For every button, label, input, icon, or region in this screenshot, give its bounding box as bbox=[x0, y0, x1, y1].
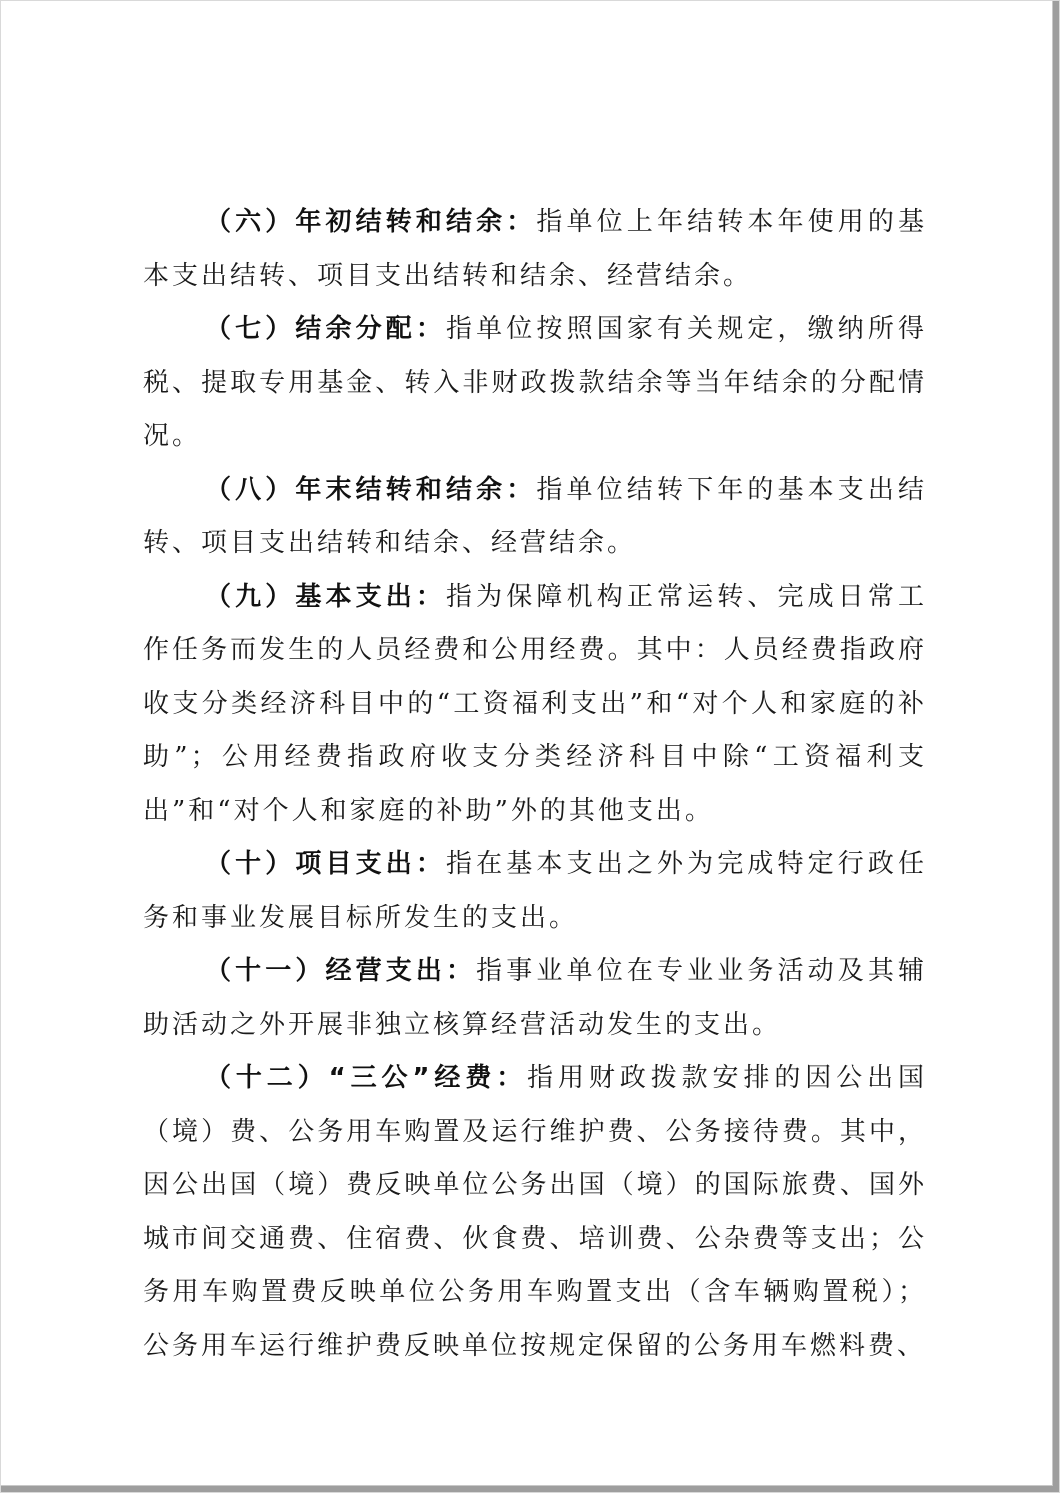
paragraph-9 bbox=[143, 571, 927, 839]
paragraph-8 bbox=[143, 464, 927, 571]
paragraph-7 bbox=[143, 303, 927, 464]
paragraph-text: 指单位上年结转本年使用的基本支出结转、项目支出结转和结余、经营结余。 bbox=[143, 207, 927, 291]
paragraph-text: 指为保障机构正常运转、完成日常工作任务而发生的人员经费和公用经费。其中：人员经费指政府收支分类经济科目中的“工资福利支出”和“对个人和家庭的补助”；公用经费指政府收支分类经济科目中除“工资福利支出”和“对个人和家庭的补助”外的其他支出。 bbox=[143, 581, 927, 826]
term-heading: （九）基本支出： bbox=[205, 581, 447, 612]
term-heading: （十）项目支出： bbox=[205, 849, 447, 879]
term-heading: （十二）“三公”经费： bbox=[205, 1063, 528, 1093]
paragraph-text: 指在基本支出之外为完成特定行政任务和事业发展目标所发生的支出。 bbox=[143, 849, 927, 933]
paragraph-text: 指单位按照国家有关规定，缴纳所得税、提取专用基金、转入非财政拨款结余等当年结余的分配情况。 bbox=[143, 314, 927, 451]
term-heading: （十一）经营支出： bbox=[205, 956, 477, 986]
paragraph-12 bbox=[143, 1052, 927, 1373]
paragraph-11 bbox=[143, 945, 927, 1052]
paragraph-text: 指事业单位在专业业务活动及其辅助活动之外开展非独立核算经营活动发生的支出。 bbox=[143, 956, 927, 1040]
term-heading: （八）年末结转和结余： bbox=[205, 474, 537, 505]
term-heading: （六）年初结转和结余： bbox=[205, 207, 537, 237]
paragraph-text: 指用财政拨款安排的因公出国（境）费、公务用车购置及运行维护费、公务接待费。其中，因公出国（境）费反映单位公务出国（境）的国际旅费、国外城市间交通费、住宿费、伙食费、培训费、公杂费等支出；公务用车购置费反映单位公务用车购置支出（含车辆购置税）；公务用车运行维护费反映单位按规定保留的公务用车燃料费、 bbox=[143, 1063, 927, 1361]
paragraph-text: 指单位结转下年的基本支出结转、项目支出结转和结余、经营结余。 bbox=[143, 474, 927, 558]
paragraph-10 bbox=[143, 838, 927, 945]
term-heading: （七）结余分配： bbox=[205, 314, 447, 344]
document-body bbox=[143, 196, 927, 1373]
paragraph-6 bbox=[143, 196, 927, 303]
